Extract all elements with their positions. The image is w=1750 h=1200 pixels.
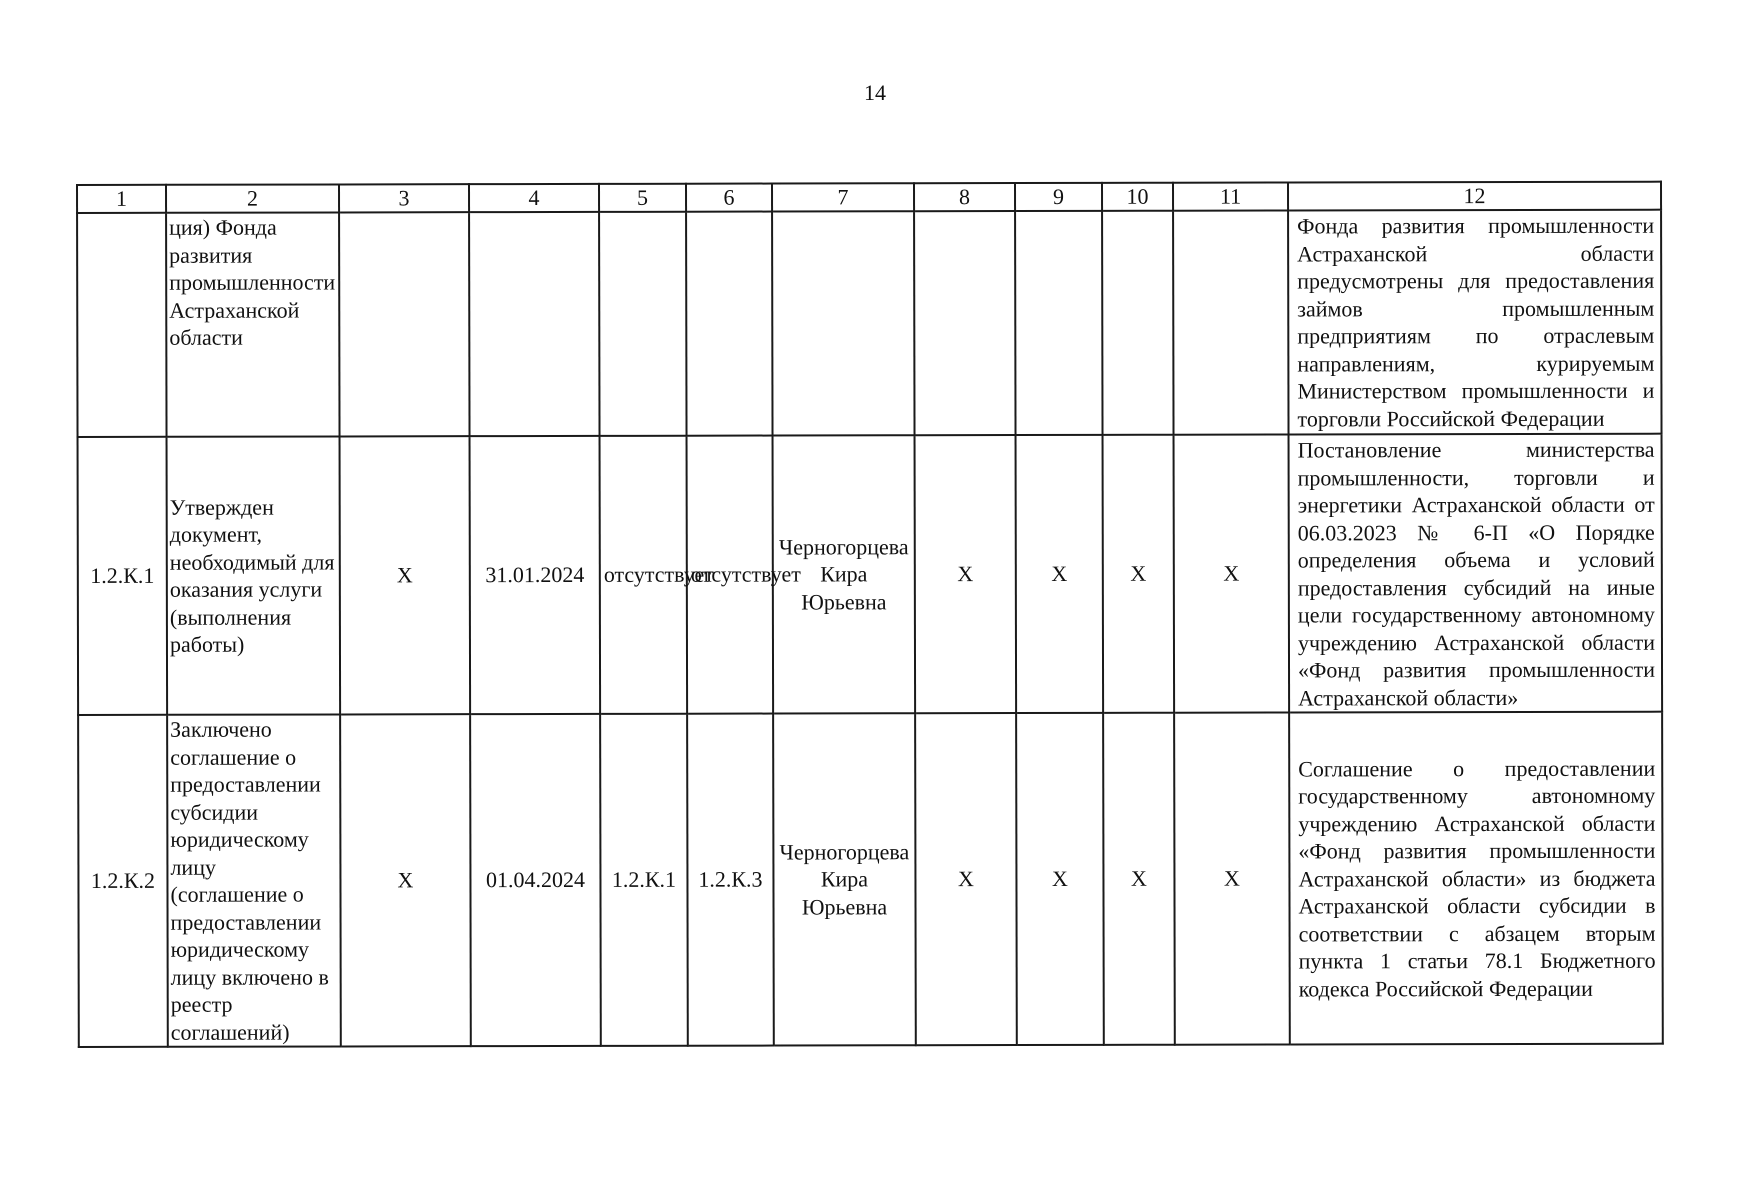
column-header: 3 (339, 184, 469, 212)
responsible-cell: Черногорцева Кира Юрьевна (773, 713, 916, 1045)
cell: отсутствует (600, 436, 688, 714)
table-row (78, 434, 1663, 715)
row-id-cell: 1.2.К.2 (78, 715, 168, 1047)
document-cell: Постановление министерства промышленности, торговли и энергетики Астраханской области от 06.03.2023 № 6-П «О Порядке определения объема и условий предоставления субсидий на иные цели государственному автономному учреждению Астраханской области «Фонд развития промышленности Астраханской области» (1289, 434, 1663, 713)
table-row (78, 712, 1663, 1047)
column-header: 9 (1015, 183, 1102, 211)
column-header: 8 (914, 183, 1015, 211)
table-row (77, 210, 1661, 437)
cell: Х (1174, 434, 1290, 712)
cell: Х (340, 714, 471, 1046)
column-header: 4 (469, 184, 599, 212)
name-cell: ция) Фонда развития промышленности Астраханской области (166, 212, 339, 436)
cell: Х (1016, 435, 1104, 713)
date-cell: 01.04.2024 (470, 714, 601, 1046)
column-header: 5 (599, 184, 686, 212)
name-cell: Заключено соглашение о предоставлении субсидии юридическому лицу (соглашение о предоставлении юридическому лицу включено в реестр соглашений) (167, 714, 341, 1046)
page-number: 14 (864, 80, 886, 105)
cell (686, 212, 772, 436)
header-row (77, 182, 1661, 213)
column-header: 12 (1288, 182, 1661, 211)
cell (914, 211, 1015, 435)
cell (339, 212, 469, 436)
cell: Х (915, 435, 1017, 713)
cell (1173, 210, 1288, 434)
column-header: 2 (166, 184, 339, 212)
cell: Х (1174, 712, 1290, 1044)
column-header: 1 (77, 185, 166, 213)
name-cell: Утвержден документ, необходимый для оказания услуги (выполнения работы) (167, 436, 341, 714)
cell: Х (1103, 713, 1175, 1045)
date-cell: 31.01.2024 (470, 436, 601, 714)
cell: Х (340, 436, 471, 714)
cell (599, 212, 686, 436)
row-id-cell: 1.2.К.1 (78, 437, 168, 715)
cell: 1.2.К.3 (687, 714, 774, 1046)
responsible-cell (772, 211, 914, 435)
row-id-cell (77, 213, 166, 437)
document-cell: Соглашение о предоставлении государственному автономному учреждению Астраханской области «Фонд развития промышленности Астраханской области» из бюджета Астраханской области субсидии в соответствии с абзацем вторым пункта 1 статьи 78.1 Бюджетного кодекса Российской Федерации (1289, 712, 1663, 1045)
cell: Х (1103, 435, 1175, 713)
cell: 1.2.К.1 (600, 714, 688, 1046)
cell: отсутствует (687, 436, 774, 714)
cell: Х (915, 713, 1017, 1045)
date-cell (469, 212, 599, 436)
cell: Х (1016, 713, 1104, 1045)
document-cell: Фонда развития промышленности Астраханской области предусмотрены для предоставления займов промышленным предприятиям по отраслевым направлениям, курируемым Министерством промышленности и торговли Российской Федерации (1288, 210, 1661, 435)
column-header: 11 (1173, 182, 1288, 210)
column-header: 10 (1102, 183, 1173, 211)
cell (1102, 211, 1173, 435)
column-header: 7 (772, 183, 914, 211)
responsible-cell: Черногорцева Кира Юрьевна (773, 435, 916, 713)
data-table (76, 181, 1664, 1048)
cell (1015, 211, 1102, 435)
column-header: 6 (686, 184, 772, 212)
